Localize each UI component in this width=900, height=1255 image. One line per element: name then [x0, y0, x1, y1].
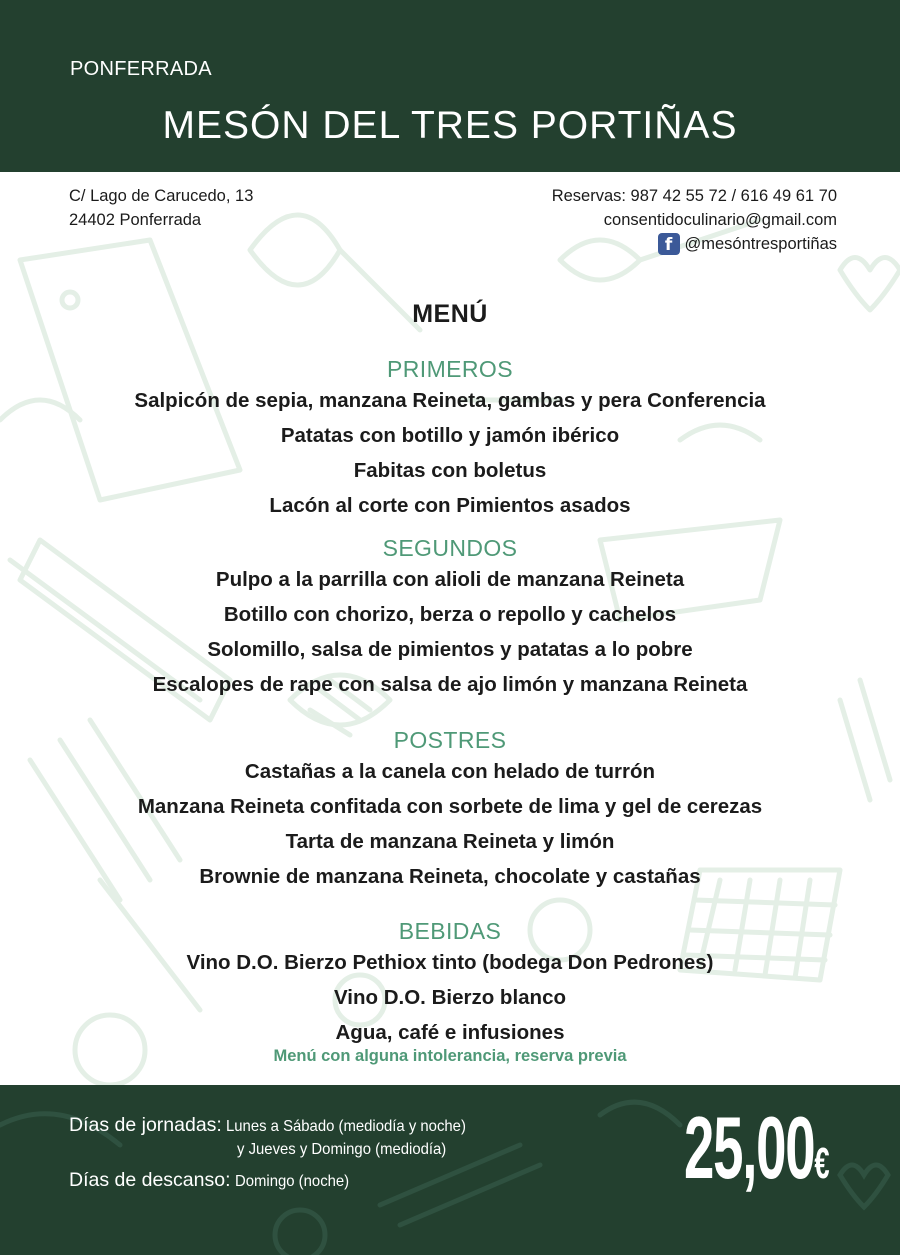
section-title: BEBIDAS — [398, 918, 502, 944]
price-currency: € — [814, 1139, 829, 1188]
dish-item: Lacón al corte con Pimientos asados — [269, 494, 631, 517]
working-days-row — [69, 1114, 484, 1137]
footer-banner — [0, 1085, 900, 1255]
menu-price — [684, 1097, 828, 1199]
dish-item: Patatas con botillo y jamón ibérico — [280, 424, 620, 447]
address-street: C/ Lago de Carucedo, 13 — [69, 187, 254, 205]
dish-item: Tarta de manzana Reineta y limón — [285, 830, 615, 853]
section-title: PRIMEROS — [387, 356, 513, 382]
facebook-link[interactable] — [552, 232, 837, 256]
section-title: POSTRES — [393, 727, 507, 753]
reservations-phone: Reservas: 987 42 55 72 / 616 49 61 70 — [551, 187, 837, 205]
dish-item: Salpicón de sepia, manzana Reineta, gambas y pera Conferencia — [134, 389, 766, 412]
city-label: PONFERRADA — [70, 58, 212, 80]
drink-item: Vino D.O. Bierzo blanco — [334, 986, 566, 1009]
restaurant-name: MESÓN DEL TRES PORTIÑAS — [162, 104, 738, 147]
contact-block — [552, 184, 837, 256]
address-block — [69, 184, 253, 232]
working-days-value: Lunes a Sábado (mediodía y noche) — [226, 1118, 467, 1135]
dish-item: Castañas a la canela con helado de turrón — [244, 760, 656, 783]
menu-section-bebidas — [0, 917, 900, 1050]
facebook-handle: @mesóntresportiñas — [684, 235, 837, 253]
rest-day-label: Días de descanso: — [69, 1169, 231, 1191]
menu-section-segundos — [0, 534, 900, 702]
dish-item: Pulpo a la parrilla con alioli de manzana Reineta — [215, 568, 685, 591]
price-amount: 25,00 — [684, 1098, 815, 1197]
working-days-value-2: y Jueves y Domingo (mediodía) — [237, 1141, 447, 1158]
rest-day-value: Domingo (noche) — [234, 1173, 350, 1190]
email-link[interactable]: consentidoculinario@gmail.com — [603, 211, 837, 229]
dish-item: Botillo con chorizo, berza o repollo y cachelos — [223, 603, 677, 626]
working-days-label: Días de jornadas: — [69, 1114, 222, 1136]
rest-day-row — [69, 1169, 358, 1192]
dish-item: Fabitas con boletus — [353, 459, 547, 482]
menu-section-postres — [0, 726, 900, 894]
menu-section-primeros — [0, 355, 900, 523]
dish-item: Escalopes de rape con salsa de ajo limón y manzana Reineta — [152, 673, 748, 696]
section-title: SEGUNDOS — [382, 535, 518, 561]
address-city: 24402 Ponferrada — [69, 211, 202, 229]
dish-item: Solomillo, salsa de pimientos y patatas a lo pobre — [207, 638, 693, 661]
dish-item: Brownie de manzana Reineta, chocolate y castañas — [199, 865, 701, 888]
facebook-icon: f — [658, 233, 680, 255]
working-days-row-2 — [237, 1141, 462, 1159]
intolerance-note: Menú con alguna intolerancia, reserva previa — [273, 1047, 627, 1065]
drink-item: Agua, café e infusiones — [335, 1021, 565, 1044]
dish-item: Manzana Reineta confitada con sorbete de lima y gel de cerezas — [137, 795, 763, 818]
menu-title: MENÚ — [412, 300, 488, 328]
header-banner — [0, 0, 900, 172]
drink-item: Vino D.O. Bierzo Pethiox tinto (bodega Don Pedrones) — [186, 951, 714, 974]
